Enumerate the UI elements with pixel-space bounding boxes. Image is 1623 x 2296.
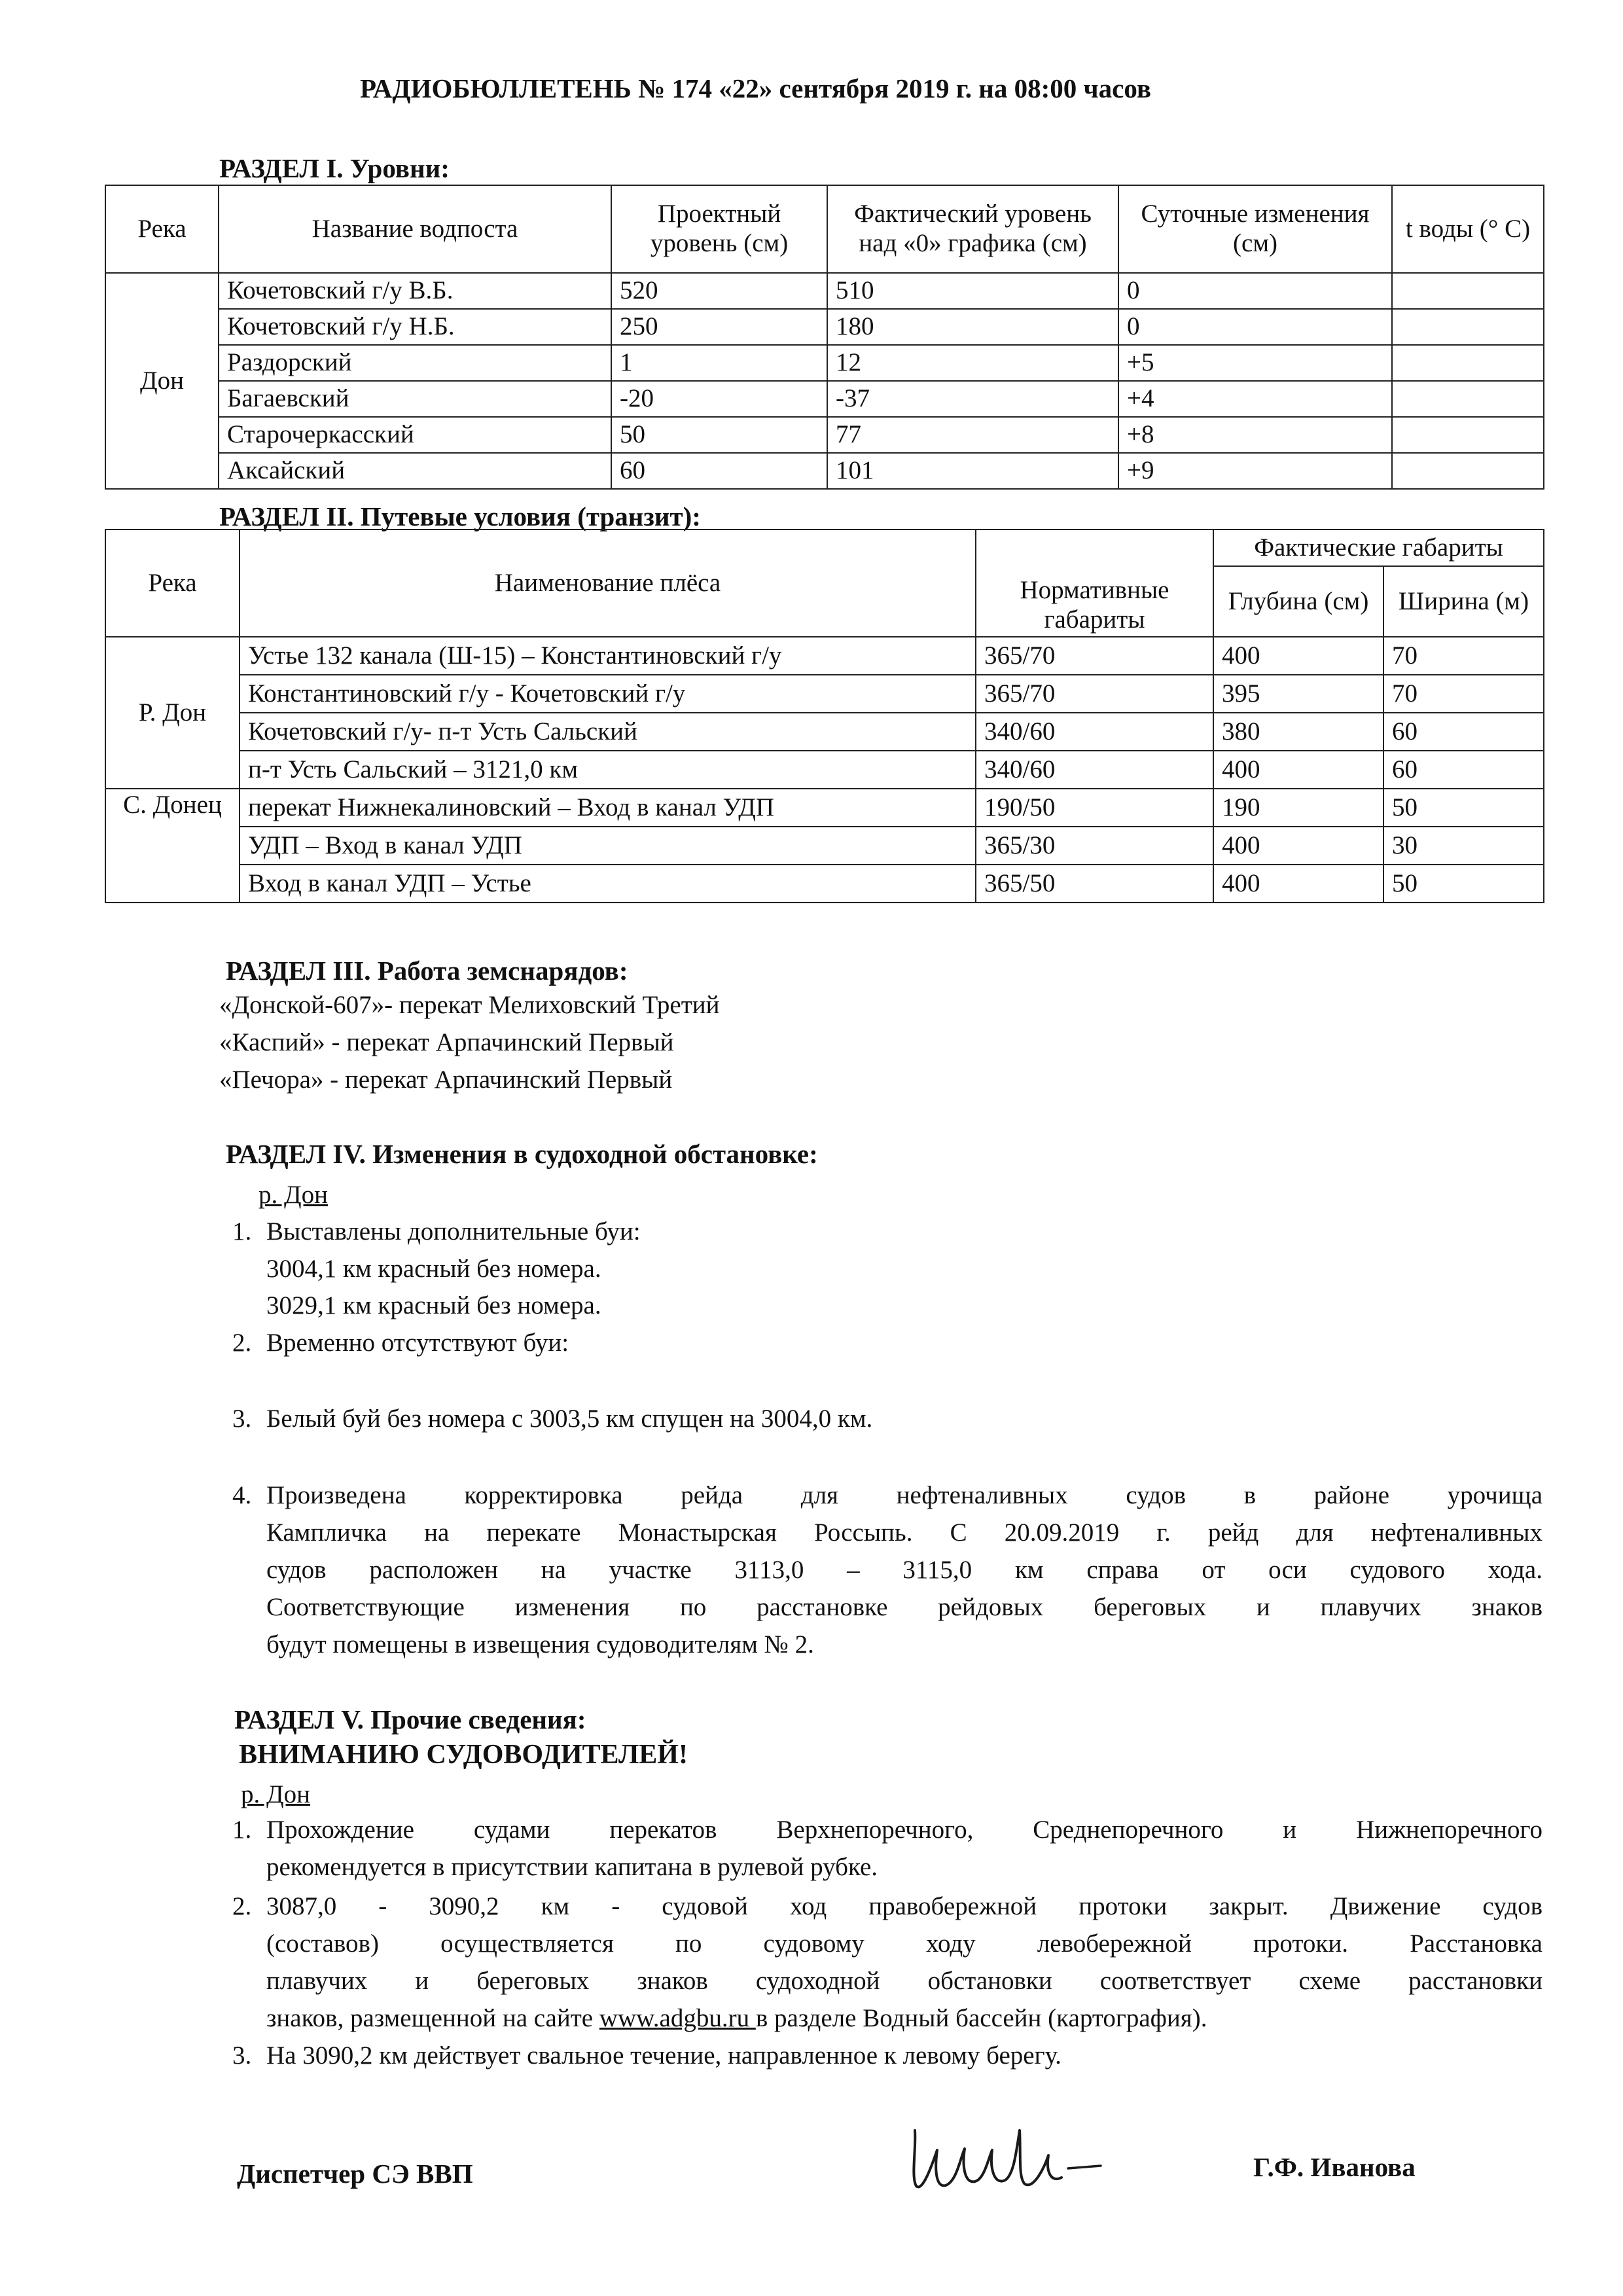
col-width: Ширина (м) [1383, 566, 1544, 637]
actual-level: 180 [827, 309, 1118, 345]
website-link[interactable]: www.adgbu.ru [599, 2004, 756, 2032]
width-value: 60 [1383, 713, 1544, 751]
width-value: 30 [1383, 827, 1544, 865]
daily-change: +8 [1118, 417, 1392, 453]
buoy-line: 3004,1 км красный без номера. [266, 1255, 601, 1283]
depth-value: 400 [1213, 827, 1383, 865]
list-item: 3. Белый буй без номера с 3003,5 км спущен на 3004,0 км. [232, 1405, 873, 1433]
normative-size: 190/50 [976, 789, 1213, 827]
project-level: 250 [611, 309, 827, 345]
river-name: Дон [105, 273, 219, 489]
width-value: 70 [1383, 675, 1544, 713]
levels-table [105, 185, 1544, 490]
item2-line: плавучих и береговых знаков судоходной обстановки соответствует схеме расстановки [266, 1967, 1543, 1995]
table-row [105, 345, 1544, 381]
col-actual-group: Фактические габариты [1213, 529, 1544, 566]
table-row [105, 713, 1544, 751]
buoy-line: 3029,1 км красный без номера. [266, 1291, 601, 1319]
section-2-title: РАЗДЕЛ II. Путевые условия (транзит): [219, 501, 701, 531]
reach-name: Устье 132 канала (Ш-15) – Константиновский г/у [240, 637, 976, 675]
table-row [105, 789, 1544, 827]
reach-name: Кочетовский г/у- п-т Усть Сальский [240, 713, 976, 751]
depth-value: 395 [1213, 675, 1383, 713]
item-text: знаков, размещенной на сайте [266, 2004, 599, 2032]
transit-table [105, 529, 1544, 903]
dredger-line: «Печора» - перекат Арпачинский Первый [219, 1066, 673, 1094]
table-row [105, 827, 1544, 865]
table-row [105, 675, 1544, 713]
section-4-title: РАЗДЕЛ IV. Изменения в судоходной обстановке: [226, 1139, 818, 1169]
col-actual-level: Фактический уровень над «0» графика (см) [827, 185, 1118, 273]
item-text: Выставлены дополнительные буи: [266, 1217, 641, 1246]
project-level: -20 [611, 381, 827, 417]
item2-line: 3087,0 - 3090,2 км - судовой ход правобережной протоки закрыт. Движение судов [266, 1892, 1543, 1920]
daily-change: +9 [1118, 453, 1392, 489]
item-text: в разделе Водный бассейн (картография). [755, 2004, 1207, 2032]
width-value: 50 [1383, 789, 1544, 827]
section-1-title: РАЗДЕЛ I. Уровни: [219, 153, 450, 183]
actual-level: 510 [827, 273, 1118, 309]
item4-line: Соответствующие изменения по расстановке рейдовых береговых и плавучих знаков [266, 1593, 1543, 1621]
normative-size: 365/50 [976, 865, 1213, 903]
col-daily-change: Суточные изменения (см) [1118, 185, 1392, 273]
river-name: Р. Дон [105, 637, 240, 789]
item1-line: Прохождение судами перекатов Верхнепоречного, Среднепоречного и Нижнепоречного [266, 1816, 1543, 1844]
daily-change: 0 [1118, 273, 1392, 309]
daily-change: 0 [1118, 309, 1392, 345]
project-level: 50 [611, 417, 827, 453]
daily-change: +4 [1118, 381, 1392, 417]
item-text: Временно отсутствуют буи: [266, 1329, 569, 1357]
transit-header-row-1 [105, 529, 1544, 566]
water-temp [1392, 345, 1544, 381]
river-heading: р. Дон [259, 1181, 328, 1209]
col-reach-name: Наименование плёса [240, 529, 976, 637]
width-value: 50 [1383, 865, 1544, 903]
list-number: 2. [232, 1892, 252, 1920]
normative-size: 365/70 [976, 675, 1213, 713]
depth-value: 400 [1213, 637, 1383, 675]
reach-name: УДП – Вход в канал УДП [240, 827, 976, 865]
table-row [105, 637, 1544, 675]
normative-size: 365/30 [976, 827, 1213, 865]
list-number: 1. [232, 1816, 252, 1844]
table-row [105, 273, 1544, 309]
item-text: На 3090,2 км действует свальное течение, направленное к левому берегу. [266, 2041, 1061, 2070]
project-level: 520 [611, 273, 827, 309]
project-level: 1 [611, 345, 827, 381]
post-name: Кочетовский г/у В.Б. [219, 273, 611, 309]
post-name: Кочетовский г/у Н.Б. [219, 309, 611, 345]
item4-line: Кампличка на перекате Монастырская Россыпь. С 20.09.2019 г. рейд для нефтеналивных [266, 1518, 1543, 1547]
list-item: 2. Временно отсутствуют буи: [232, 1329, 569, 1357]
width-value: 70 [1383, 637, 1544, 675]
item-text: Белый буй без номера с 3003,5 км спущен на 3004,0 км. [266, 1405, 873, 1433]
post-name: Багаевский [219, 381, 611, 417]
dispatcher-position: Диспетчер СЭ ВВП [237, 2159, 473, 2189]
post-name: Аксайский [219, 453, 611, 489]
depth-value: 400 [1213, 751, 1383, 789]
water-temp [1392, 273, 1544, 309]
reach-name: Константиновский г/у - Кочетовский г/у [240, 675, 976, 713]
dispatcher-name: Г.Ф. Иванова [1253, 2152, 1416, 2182]
reach-name: перекат Нижнекалиновский – Вход в канал УДП [240, 789, 976, 827]
levels-header-row [105, 185, 1544, 273]
post-name: Раздорский [219, 345, 611, 381]
table-row [105, 865, 1544, 903]
reach-name: Вход в канал УДП – Устье [240, 865, 976, 903]
project-level: 60 [611, 453, 827, 489]
signature-image [897, 2104, 1113, 2202]
col-water-temp: t воды (° С) [1392, 185, 1544, 273]
section-5-title: РАЗДЕЛ V. Прочие сведения: [234, 1704, 586, 1734]
normative-size: 340/60 [976, 713, 1213, 751]
depth-value: 190 [1213, 789, 1383, 827]
table-row [105, 381, 1544, 417]
item2-line: (составов) осуществляется по судовому ходу левобережной протоки. Расстановка [266, 1929, 1543, 1958]
river-heading: р. Дон [241, 1780, 310, 1808]
depth-value: 400 [1213, 865, 1383, 903]
actual-level: -37 [827, 381, 1118, 417]
water-temp [1392, 381, 1544, 417]
list-item: 1. Выставлены дополнительные буи: [232, 1217, 641, 1246]
item2-line [266, 2003, 1207, 2034]
item4-line: Произведена корректировка рейда для нефтеналивных судов в районе урочища [266, 1481, 1543, 1509]
water-temp [1392, 309, 1544, 345]
table-row [105, 751, 1544, 789]
col-post-name: Название водпоста [219, 185, 611, 273]
section-3-title: РАЗДЕЛ III. Работа земснарядов: [226, 956, 628, 986]
water-temp [1392, 453, 1544, 489]
actual-level: 12 [827, 345, 1118, 381]
river-name: С. Донец [105, 789, 240, 903]
list-item: 3. На 3090,2 км действует свальное течение, направленное к левому берегу. [232, 2041, 1061, 2070]
list-number: 4. [232, 1481, 252, 1509]
item4-line: будут помещены в извещения судоводителям № 2. [266, 1630, 814, 1659]
width-value: 60 [1383, 751, 1544, 789]
post-name: Старочеркасский [219, 417, 611, 453]
col-river: Река [105, 185, 219, 273]
col-river: Река [105, 529, 240, 637]
actual-level: 77 [827, 417, 1118, 453]
bulletin-title: РАДИОБЮЛЛЕТЕНЬ № 174 «22» сентября 2019 г. на 08:00 часов [360, 73, 1151, 103]
dredger-line: «Каспий» - перекат Арпачинский Первый [219, 1028, 674, 1056]
dredger-line: «Донской-607»- перекат Мелиховский Третий [219, 991, 720, 1019]
attention-heading: ВНИМАНИЮ СУДОВОДИТЕЛЕЙ! [239, 1740, 688, 1770]
table-row [105, 309, 1544, 345]
daily-change: +5 [1118, 345, 1392, 381]
reach-name: п-т Усть Сальский – 3121,0 км [240, 751, 976, 789]
normative-size: 340/60 [976, 751, 1213, 789]
depth-value: 380 [1213, 713, 1383, 751]
item4-line: судов расположен на участке 3113,0 – 3115,0 км справа от оси судового хода. [266, 1556, 1543, 1584]
col-normative: Нормативные габариты [976, 529, 1213, 637]
table-row [105, 417, 1544, 453]
table-row [105, 453, 1544, 489]
col-project-level: Проектный уровень (см) [611, 185, 827, 273]
item1-line: рекомендуется в присутствии капитана в рулевой рубке. [266, 1853, 878, 1881]
actual-level: 101 [827, 453, 1118, 489]
col-depth: Глубина (см) [1213, 566, 1383, 637]
normative-size: 365/70 [976, 637, 1213, 675]
water-temp [1392, 417, 1544, 453]
